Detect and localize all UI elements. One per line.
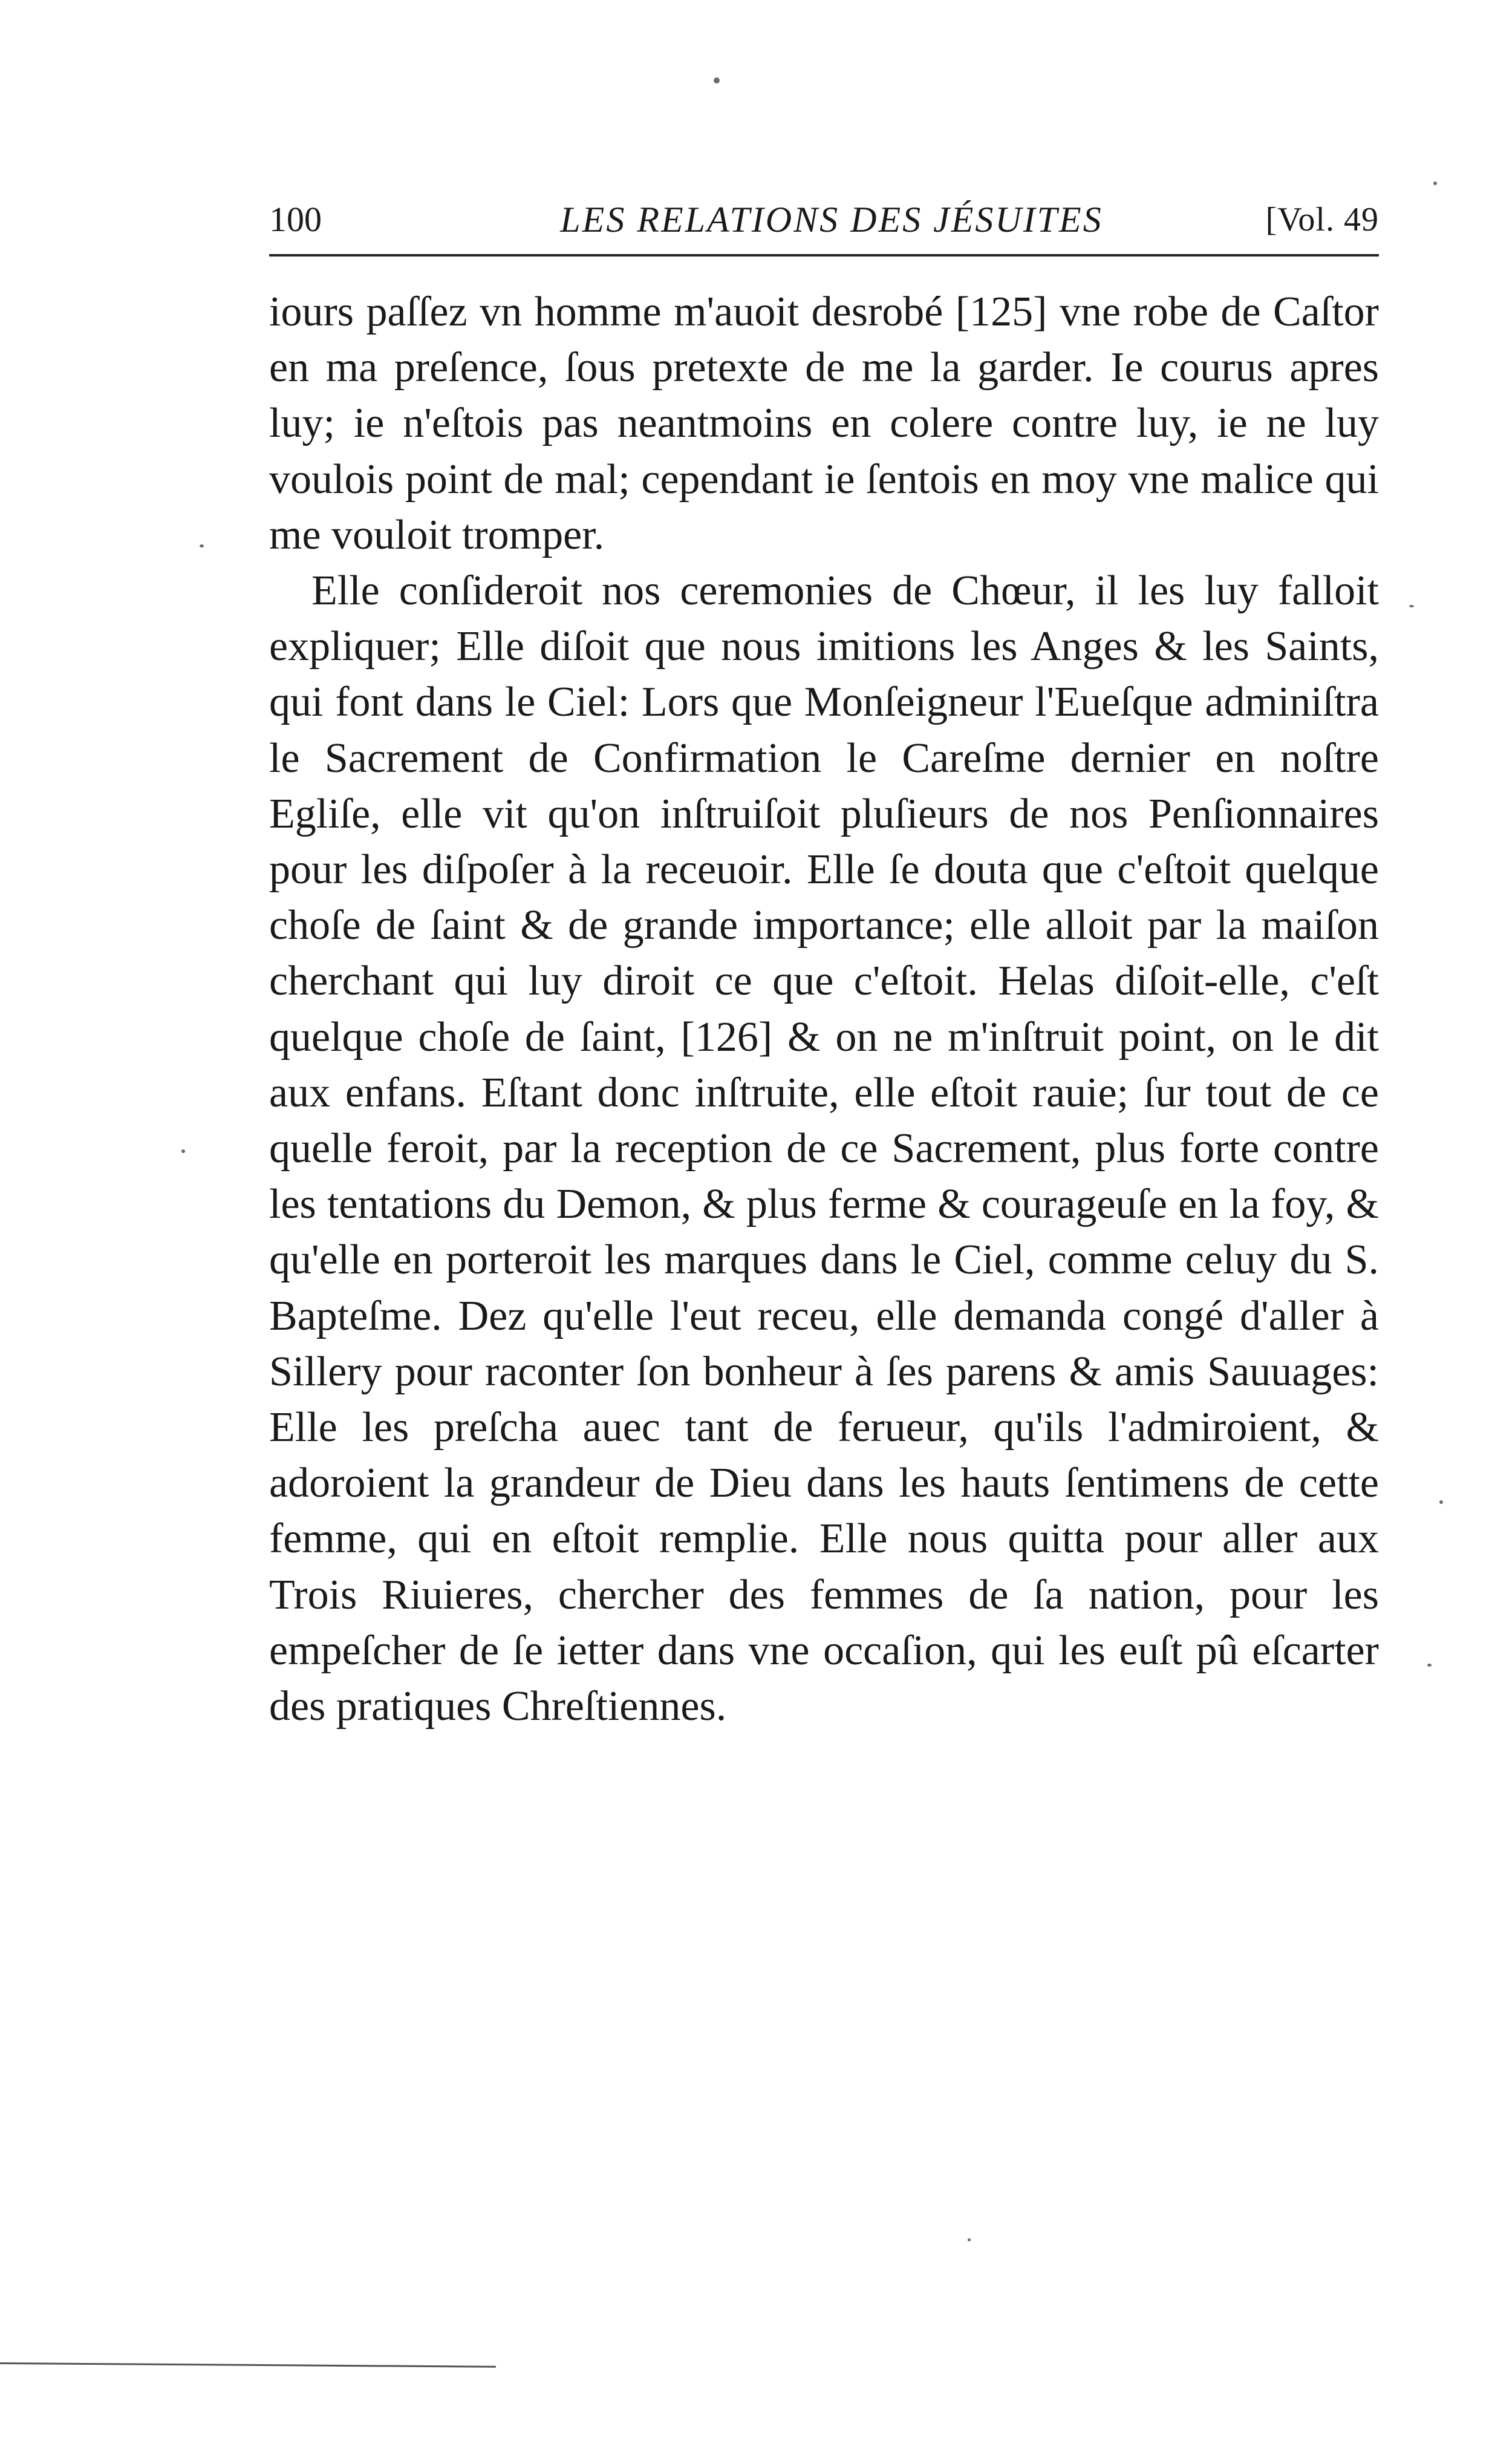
paper-speck [1439,1500,1443,1504]
paper-speck [181,1149,185,1153]
paper-speck [1433,181,1437,185]
paragraph: Elle conſideroit nos ceremonies de Chœur, il les luy falloit expliquer; Elle diſoit que nous imitions les Anges & les Saints, qui font dans le Ciel: Lors que Monſeigneur l'Eueſque adminiſtra le Sacrement de Confirmation le Careſme dernier en noſtre Egliſe, elle vit qu'on inſtruiſoit pluſieurs de nos Penſionnaires pour les diſpoſer à la receuoir. Elle ſe douta que c'eſtoit quelque choſe de ſaint & de grande importance; elle alloit par la maiſon cherchant qui luy diroit ce que c'eſtoit. Helas diſoit-elle, c'eſt quelque choſe de ſaint, [126] & on ne m'inſtruit point, on le dit aux enfans. Eſtant donc inſtruite, elle eſtoit rauie; ſur tout de ce quelle feroit, par la reception de ce Sacrement, plus forte contre les tentations du Demon, & plus ferme & courageuſe en la foy, & qu'elle en porteroit les marques dans le Ciel, comme celuy du S. Bapteſme. Dez qu'elle l'eut receu, elle demanda congé d'aller à Sillery pour raconter ſon bonheur à ſes parens & amis Sauuages: Elle les preſcha auec tant de ferueur, qu'ils l'admiroient, & adoroient la grandeur de Dieu dans les hauts ſentimens de cette femme, qui en eſtoit remplie. Elle nous quitta pour aller aux Trois Riuieres, chercher des femmes de ſa nation, pour les empeſcher de ſe ietter dans vne occaſion, qui les euſt pû eſcarter des pratiques Chreſtiennes. [269,567,1379,1730]
body-text [269,284,1379,1734]
volume-marker: [Vol. 49 [1265,201,1379,238]
running-head [269,192,1379,247]
paragraph-continued: iours paſſez vn homme m'auoit desrobé [125] vne robe de Caſtor en ma preſence, ſous pretexte de me la garder. Ie courus apres luy; ie n'eſtois pas neantmoins en colere contre luy, ie ne luy voulois point de mal; cependant ie ſentois en moy vne malice qui me vouloit tromper. [269,289,1379,558]
paper-speck [200,544,204,547]
page-number: 100 [269,200,322,239]
running-title: LES RELATIONS DES JÉSUITES [560,200,1103,240]
paper-speck [714,77,720,83]
page-edge-line [0,2362,496,2368]
paper-speck [968,2238,971,2241]
header-rule [269,254,1379,257]
paper-speck [1427,1664,1432,1667]
paper-speck [1409,605,1414,607]
